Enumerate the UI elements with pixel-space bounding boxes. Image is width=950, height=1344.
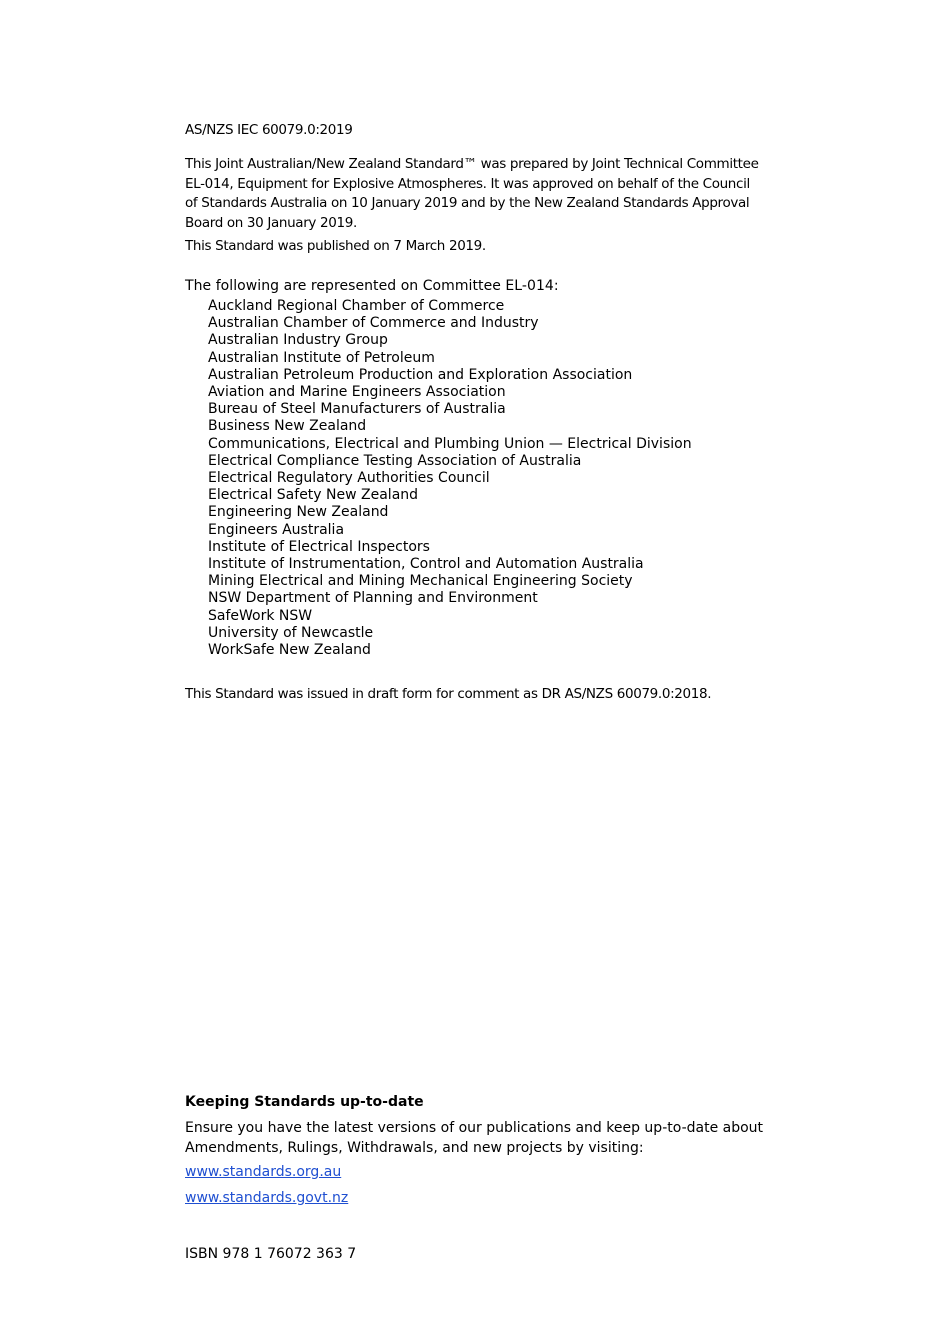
- standards-nz-link[interactable]: www.standards.govt.nz: [185, 1190, 349, 1206]
- standard-number: AS/NZS IEC 60079.0:2019: [185, 122, 353, 138]
- list-item: Australian Institute of Petroleum: [208, 349, 435, 366]
- publication-date-text: This Standard was published on 7 March 2019.: [185, 238, 486, 254]
- list-item: Communications, Electrical and Plumbing Union — Electrical Division: [208, 435, 692, 452]
- isbn: ISBN 978 1 76072 363 7: [185, 1246, 357, 1262]
- keeping-standards-body: Ensure you have the latest versions of our publications and keep up-to-date about Amendments, Rulings, Withdrawals, and new projects by visiting:: [185, 1120, 764, 1156]
- list-item: Institute of Instrumentation, Control and Automation Australia: [208, 556, 644, 573]
- list-item: Australian Industry Group: [208, 332, 388, 349]
- list-item: Engineering New Zealand: [208, 504, 389, 521]
- list-item: Electrical Compliance Testing Association of Australia: [208, 452, 582, 469]
- list-item: Mining Electrical and Mining Mechanical Engineering Society: [208, 573, 633, 590]
- list-item: Electrical Regulatory Authorities Council: [208, 470, 490, 487]
- preparation-paragraph: This Joint Australian/New Zealand Standard™ was prepared by Joint Technical Committee EL-014, Equipment for Explosive Atmospheres. It was approved on behalf of the Council of Standards Australia on 10 January 2019 and by the New Zealand Standards Approval Board on 30 January 2019.: [185, 156, 759, 231]
- list-item: Institute of Electrical Inspectors: [208, 538, 430, 555]
- committee-heading: The following are represented on Committee EL-014:: [185, 278, 559, 294]
- list-item: Bureau of Steel Manufacturers of Australia: [208, 401, 506, 418]
- list-item: Electrical Safety New Zealand: [208, 487, 419, 504]
- keeping-standards-heading: Keeping Standards up-to-date: [185, 1094, 424, 1110]
- standards-australia-link[interactable]: www.standards.org.au: [185, 1164, 342, 1180]
- list-item: Auckland Regional Chamber of Commerce: [208, 298, 505, 314]
- list-item: SafeWork NSW: [208, 607, 313, 624]
- list-item: Engineers Australia: [208, 521, 345, 538]
- draft-note: This Standard was issued in draft form for comment as DR AS/NZS 60079.0:2018.: [185, 686, 712, 702]
- list-item: Australian Chamber of Commerce and Industry: [208, 315, 539, 332]
- committee-members-list: [208, 298, 692, 659]
- list-item: Business New Zealand: [208, 418, 367, 435]
- list-item: University of Newcastle: [208, 624, 374, 641]
- list-item: NSW Department of Planning and Environment: [208, 590, 538, 607]
- list-item: WorkSafe New Zealand: [208, 642, 371, 659]
- list-item: Australian Petroleum Production and Exploration Association: [208, 366, 633, 383]
- list-item: Aviation and Marine Engineers Association: [208, 384, 506, 401]
